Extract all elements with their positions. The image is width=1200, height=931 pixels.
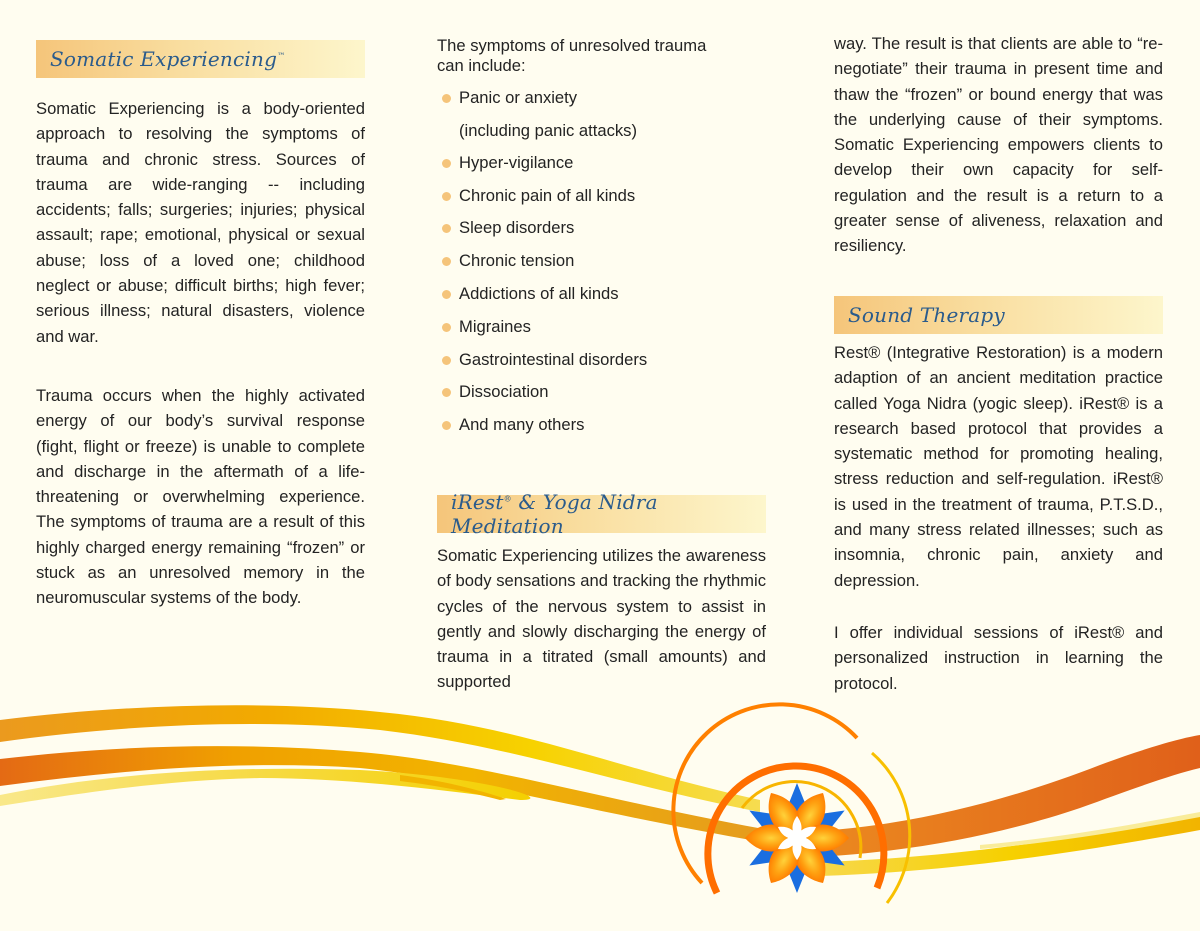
somatic-experiencing-header [36,40,365,78]
list-item-continuation: (including panic attacks) [459,120,638,140]
bullet-dot-icon [442,224,451,233]
bullet-dot-icon [442,192,451,201]
bullet-dot-icon [442,290,451,299]
wave-swoosh-icon [0,690,1200,931]
list-item: Addictions of all kinds [437,284,766,317]
irest-yoga-nidra-header [437,490,766,538]
section-title: iRest® & Yoga Nidra Meditation [451,490,658,538]
list-item: Dissociation [437,382,766,415]
symptoms-intro: The symptoms of unresolved trauma can include: [437,36,707,75]
bullet-dot-icon [442,257,451,266]
section-title: Sound Therapy [848,303,1005,327]
list-item: Sleep disorders [437,218,766,251]
trademark-symbol: ™ [277,51,286,61]
bullet-dot-icon [442,356,451,365]
continuation-paragraph: way. The result is that clients are able to “re-negotiate” their trauma in present time and thaw the “frozen” or bound energy that was the underlying cause of their symptoms. Somatic Experiencing empowers clients to develop their own capacity for self- regulation and the result is a return to a greater sense of aliveness, relaxation and resiliency. [834,34,1163,256]
list-item: Panic or anxiety [437,88,766,121]
sessions-offer-paragraph: I offer individual sessions of iRest® and personalized instruction in learning the protocol. [834,623,1163,693]
sound-therapy-header [834,296,1163,334]
trauma-explanation-paragraph: Trauma occurs when the highly activated energy of our body’s survival response (fight, flight or freeze) is unable to complete and discharge in the aftermath of a life- threatening or overwhelming experience. The symptoms of trauma are a result of this highly charged energy remaining “frozen” or stuck as an unresolved memory in the neuromuscular systems of the body. [36,386,365,608]
list-item: Chronic pain of all kinds [437,186,766,219]
somatic-intro-paragraph: Somatic Experiencing is a body-oriented approach to resolving the symptoms of trauma and chronic stress. Sources of trauma are wide-ranging -- including accidents; falls; surgeries; injuries; physical assault; rape; emotional, physical or sexual abuse; loss of a loved one; childhood neglect or abuse; difficult births; high fever; serious illness; natural disasters, violence and war. [36,99,365,346]
bullet-dot-icon [442,421,451,430]
registered-symbol: ® [503,494,512,504]
bullet-dot-icon [442,94,451,103]
bullet-dot-icon [442,159,451,168]
irest-description-paragraph: Rest® (Integrative Restoration) is a modern adaption of an ancient meditation practice called Yoga Nidra (yogic sleep). iRest® is a research based protocol that provides a systematic method for promoting healing, stress reduction and self-regulation. iRest® is used in the treatment of trauma, P.T.S.D., and many stress related illnesses; such as insomnia, chronic pain, anxiety and depression. [834,343,1163,590]
list-item: Hyper-vigilance [437,153,766,186]
list-item: Chronic tension [437,251,766,284]
section-title: Somatic Experiencing™ [50,47,286,71]
list-item: Gastrointestinal disorders [437,350,766,383]
somatic-utilizes-paragraph: Somatic Experiencing utilizes the awareness of body sensations and tracking the rhythmic cycles of the nervous system to assist in gently and slowly discharging the energy of trauma in a titrated (small amounts) and supported [437,546,766,692]
bullet-dot-icon [442,323,451,332]
list-item: And many others [437,415,766,448]
symptoms-list [437,88,766,448]
bullet-dot-icon [442,388,451,397]
list-item: Migraines [437,317,766,350]
